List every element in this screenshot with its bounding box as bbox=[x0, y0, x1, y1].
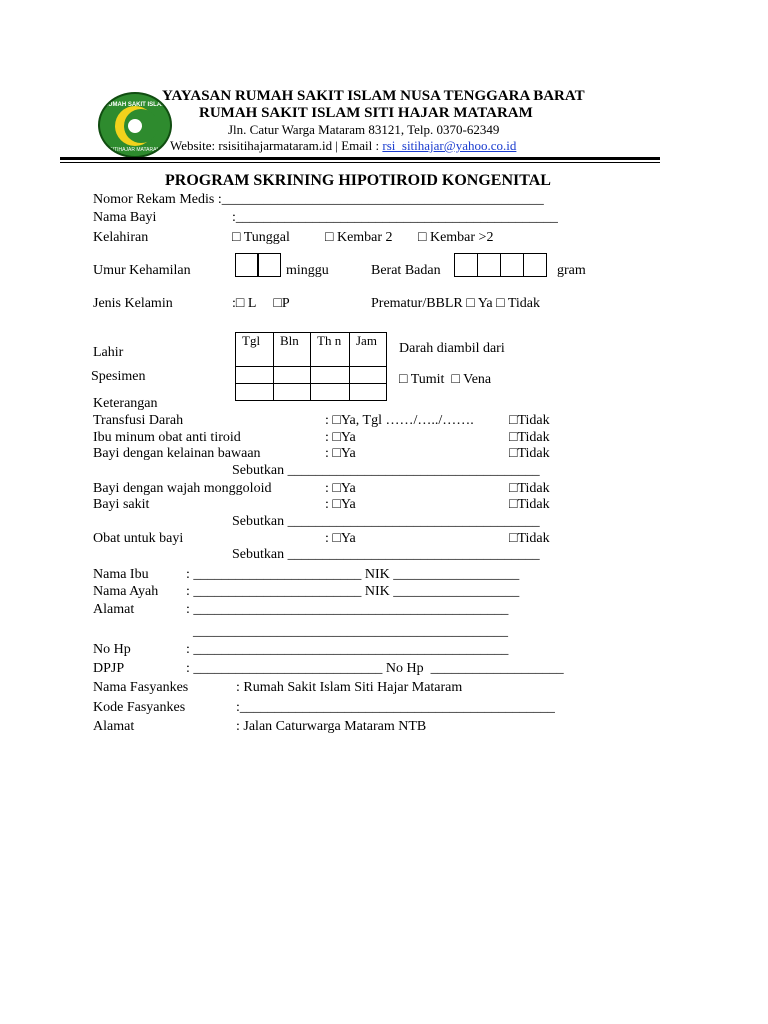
nama-fasyankes-value: : Rumah Sakit Islam Siti Hajar Mataram bbox=[236, 680, 463, 695]
nama-ayah-field[interactable]: : ________________________ NIK __________________ bbox=[186, 584, 520, 599]
dpjp-label: DPJP bbox=[93, 661, 125, 676]
nama-fasyankes-label: Nama Fasyankes bbox=[93, 680, 189, 695]
bayi-sakit-tidak[interactable]: □Tidak bbox=[509, 497, 550, 512]
alamat-field-2[interactable]: _____________________________________________ bbox=[193, 624, 508, 639]
kode-fasyankes-label: Kode Fasyankes bbox=[93, 700, 186, 715]
contact-line bbox=[170, 138, 516, 154]
keterangan-heading: Keterangan bbox=[93, 396, 158, 411]
hospital-name: RUMAH SAKIT ISLAM SITI HAJAR MATARAM bbox=[199, 105, 533, 121]
umur-kehamilan-label: Umur Kehamilan bbox=[93, 263, 191, 278]
alamat-label: Alamat bbox=[93, 602, 135, 617]
umur-digit-2[interactable] bbox=[257, 253, 281, 277]
obat-tiroid-label: Ibu minum obat anti tiroid bbox=[93, 430, 241, 445]
berat-digit-2[interactable] bbox=[477, 253, 501, 277]
lahir-bln-cell[interactable] bbox=[274, 367, 311, 384]
no-hp-label: No Hp bbox=[93, 642, 131, 657]
nama-bayi-field[interactable]: :______________________________________________ bbox=[232, 210, 558, 225]
logo-bottom-text: SITIHAJAR MATARAM bbox=[109, 147, 161, 153]
spesimen-jam-cell[interactable] bbox=[350, 384, 387, 401]
spesimen-tgl-cell[interactable] bbox=[236, 384, 274, 401]
foundation-name: YAYASAN RUMAH SAKIT ISLAM NUSA TENGGARA BARAT bbox=[162, 88, 585, 104]
header-rule-thin bbox=[60, 162, 660, 163]
lahir-jam-cell[interactable] bbox=[350, 367, 387, 384]
email-link[interactable]: rsi_sitihajar@yahoo.co.id bbox=[382, 138, 517, 153]
lahir-thn-cell[interactable] bbox=[311, 367, 350, 384]
header-rule-thick bbox=[60, 157, 660, 160]
nama-ibu-label: Nama Ibu bbox=[93, 567, 149, 582]
spesimen-label: Spesimen bbox=[91, 369, 146, 384]
nama-ibu-field[interactable]: : ________________________ NIK __________________ bbox=[186, 567, 520, 582]
darah-label: Darah diambil dari bbox=[399, 341, 505, 356]
monggoloid-label: Bayi dengan wajah monggoloid bbox=[93, 481, 272, 496]
berat-digit-4[interactable] bbox=[523, 253, 547, 277]
dpjp-field[interactable]: : ___________________________ No Hp ___________________ bbox=[186, 661, 564, 676]
kelahiran-label: Kelahiran bbox=[93, 230, 149, 245]
lahir-label: Lahir bbox=[93, 345, 124, 360]
prematur-options[interactable]: Prematur/BBLR □ Ya □ Tidak bbox=[371, 296, 540, 311]
alamat-fasyankes-value: : Jalan Caturwarga Mataram NTB bbox=[236, 719, 427, 734]
date-time-table bbox=[235, 332, 387, 401]
obat-tiroid-ya[interactable]: : □Ya bbox=[325, 430, 356, 445]
no-hp-field[interactable]: : _____________________________________________ bbox=[186, 642, 509, 657]
nomor-rekam-medis-field[interactable]: Nomor Rekam Medis :______________________________________________ bbox=[93, 192, 544, 207]
transfusi-tidak[interactable]: □Tidak bbox=[509, 413, 550, 428]
kelainan-sebutkan-field[interactable]: Sebutkan ____________________________________ bbox=[232, 463, 540, 478]
umur-digit-1[interactable] bbox=[235, 253, 259, 277]
transfusi-label: Transfusi Darah bbox=[93, 413, 184, 428]
spesimen-bln-cell[interactable] bbox=[274, 384, 311, 401]
lahir-tgl-cell[interactable] bbox=[236, 367, 274, 384]
bayi-sakit-label: Bayi sakit bbox=[93, 497, 150, 512]
obat-bayi-tidak[interactable]: □Tidak bbox=[509, 531, 550, 546]
kelahiran-kembar-lebih2-checkbox[interactable]: □ Kembar >2 bbox=[418, 230, 494, 245]
obat-bayi-label: Obat untuk bayi bbox=[93, 531, 184, 546]
hospital-address: Jln. Catur Warga Mataram 83121, Telp. 0370-62349 bbox=[228, 122, 500, 137]
transfusi-ya[interactable]: : □Ya, Tgl ……/…../……. bbox=[325, 413, 474, 428]
hospital-logo bbox=[98, 92, 172, 158]
bayi-sakit-ya[interactable]: : □Ya bbox=[325, 497, 356, 512]
monggoloid-ya[interactable]: : □Ya bbox=[325, 481, 356, 496]
darah-options[interactable]: □ Tumit □ Vena bbox=[399, 372, 492, 387]
spesimen-thn-cell[interactable] bbox=[311, 384, 350, 401]
nama-bayi-label: Nama Bayi bbox=[93, 210, 157, 225]
col-tgl: Tgl bbox=[236, 333, 274, 367]
nama-ayah-label: Nama Ayah bbox=[93, 584, 159, 599]
berat-digit-3[interactable] bbox=[500, 253, 524, 277]
alamat-fasyankes-label: Alamat bbox=[93, 719, 135, 734]
kelainan-bawaan-tidak[interactable]: □Tidak bbox=[509, 446, 550, 461]
col-thn: Th n bbox=[311, 333, 350, 367]
jenis-kelamin-label: Jenis Kelamin bbox=[93, 296, 173, 311]
obat-sebutkan-field[interactable]: Sebutkan ____________________________________ bbox=[232, 547, 540, 562]
kelahiran-kembar2-checkbox[interactable]: □ Kembar 2 bbox=[325, 230, 393, 245]
jenis-kelamin-options[interactable]: :□ L □P bbox=[232, 296, 290, 311]
kelahiran-tunggal-checkbox[interactable]: □ Tunggal bbox=[232, 230, 290, 245]
kelainan-bawaan-label: Bayi dengan kelainan bawaan bbox=[93, 446, 261, 461]
col-bln: Bln bbox=[274, 333, 311, 367]
monggoloid-tidak[interactable]: □Tidak bbox=[509, 481, 550, 496]
col-jam: Jam bbox=[350, 333, 387, 367]
form-title: PROGRAM SKRINING HIPOTIROID KONGENITAL bbox=[165, 172, 551, 189]
website-text: Website: rsisitihajarmataram.id | Email : bbox=[170, 138, 383, 153]
sakit-sebutkan-field[interactable]: Sebutkan ____________________________________ bbox=[232, 514, 540, 529]
kode-fasyankes-field[interactable]: :_____________________________________________ bbox=[236, 700, 555, 715]
berat-unit: gram bbox=[557, 263, 586, 278]
obat-tiroid-tidak[interactable]: □Tidak bbox=[509, 430, 550, 445]
berat-badan-label: Berat Badan bbox=[371, 263, 441, 278]
berat-digit-1[interactable] bbox=[454, 253, 478, 277]
logo-top-text: RUMAH SAKIT ISLAM bbox=[103, 102, 167, 108]
umur-unit: minggu bbox=[286, 263, 329, 278]
kelainan-bawaan-ya[interactable]: : □Ya bbox=[325, 446, 356, 461]
crescent-icon bbox=[100, 94, 170, 156]
alamat-field[interactable]: : _____________________________________________ bbox=[186, 602, 509, 617]
obat-bayi-ya[interactable]: : □Ya bbox=[325, 531, 356, 546]
